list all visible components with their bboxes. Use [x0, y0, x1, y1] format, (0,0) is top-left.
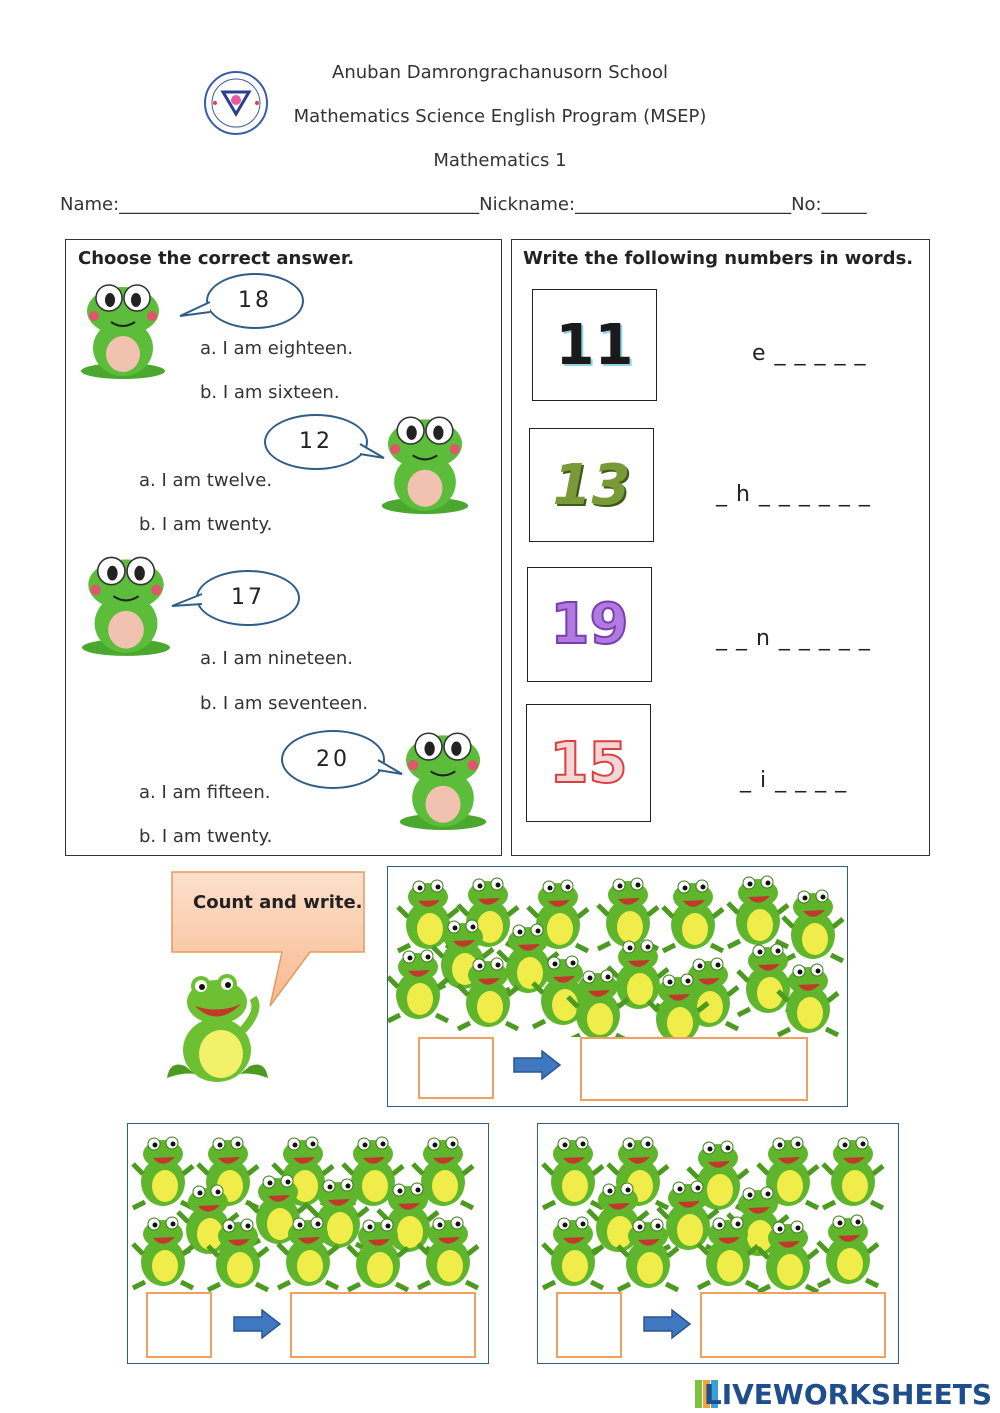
- no-field[interactable]: _____: [821, 194, 867, 215]
- arrow-right-icon: [642, 1308, 692, 1340]
- count-write-title: Count and write.: [193, 892, 363, 913]
- frog-icon: [78, 276, 168, 381]
- option-b[interactable]: b. I am twenty.: [139, 514, 273, 535]
- nickname-field[interactable]: ________________________: [575, 194, 792, 215]
- word-blank-thirteen[interactable]: _ h _ _ _ _ _ _: [716, 482, 871, 507]
- number-bubble-20: 20: [281, 730, 385, 789]
- word-answer-box[interactable]: [290, 1292, 476, 1358]
- name-label: Name:: [60, 194, 120, 215]
- number-bubble-18: 18: [206, 273, 304, 329]
- frog-icon: [72, 548, 180, 658]
- number-card-19: 19: [527, 567, 652, 682]
- nickname-label: Nickname:: [479, 194, 576, 215]
- happy-frog-icon: [165, 970, 270, 1088]
- word-blank-fifteen[interactable]: _ i _ _ _ _: [740, 768, 848, 793]
- word-blank-eleven[interactable]: e _ _ _ _ _: [752, 341, 867, 366]
- bubble-tail: [170, 592, 204, 616]
- frog-icon: [392, 724, 494, 832]
- student-info-line: [60, 194, 867, 215]
- number-bubble-12: 12: [264, 414, 368, 470]
- name-field[interactable]: ________________________________________: [119, 194, 480, 215]
- word-answer-box[interactable]: [700, 1292, 886, 1358]
- number-card-15: 15: [526, 704, 651, 822]
- frog-group-icon: [128, 1124, 488, 1294]
- count-answer-box[interactable]: [146, 1292, 212, 1358]
- choose-answer-title: Choose the correct answer.: [78, 248, 355, 269]
- choose-answer-panel: [65, 239, 502, 856]
- number-card-11: 11: [532, 289, 657, 401]
- option-a[interactable]: a. I am twelve.: [139, 470, 273, 491]
- count-answer-box[interactable]: [418, 1037, 494, 1099]
- frog-group-icon: [388, 867, 847, 1037]
- count-answer-box[interactable]: [556, 1292, 622, 1358]
- option-a[interactable]: a. I am fifteen.: [139, 782, 271, 803]
- frog-group-icon: [538, 1124, 898, 1294]
- frog-icon: [374, 408, 476, 516]
- count-box-1: [387, 866, 848, 1107]
- write-words-title: Write the following numbers in words.: [523, 248, 914, 269]
- option-a[interactable]: a. I am nineteen.: [200, 648, 354, 669]
- no-label: No:: [791, 194, 822, 215]
- number-bubble-17: 17: [196, 570, 300, 626]
- word-answer-box[interactable]: [580, 1037, 808, 1101]
- option-b[interactable]: b. I am twenty.: [139, 826, 273, 847]
- option-b[interactable]: b. I am seventeen.: [200, 693, 369, 714]
- liveworksheets-brand[interactable]: LIVEWORKSHEETS: [703, 1378, 992, 1411]
- program-name: Mathematics Science English Program (MSEP): [293, 106, 707, 127]
- word-blank-nineteen[interactable]: _ _ n _ _ _ _ _: [716, 626, 871, 651]
- count-box-3: [537, 1123, 899, 1364]
- number-card-13: 13: [529, 428, 654, 542]
- bubble-tail: [178, 300, 212, 324]
- school-name: Anuban Damrongrachanusorn School: [332, 62, 668, 83]
- count-box-2: [127, 1123, 489, 1364]
- option-a[interactable]: a. I am eighteen.: [200, 338, 354, 359]
- arrow-right-icon: [512, 1049, 562, 1081]
- subject-name: Mathematics 1: [433, 150, 567, 171]
- write-words-panel: [511, 239, 930, 856]
- arrow-right-icon: [232, 1308, 282, 1340]
- option-b[interactable]: b. I am sixteen.: [200, 382, 340, 403]
